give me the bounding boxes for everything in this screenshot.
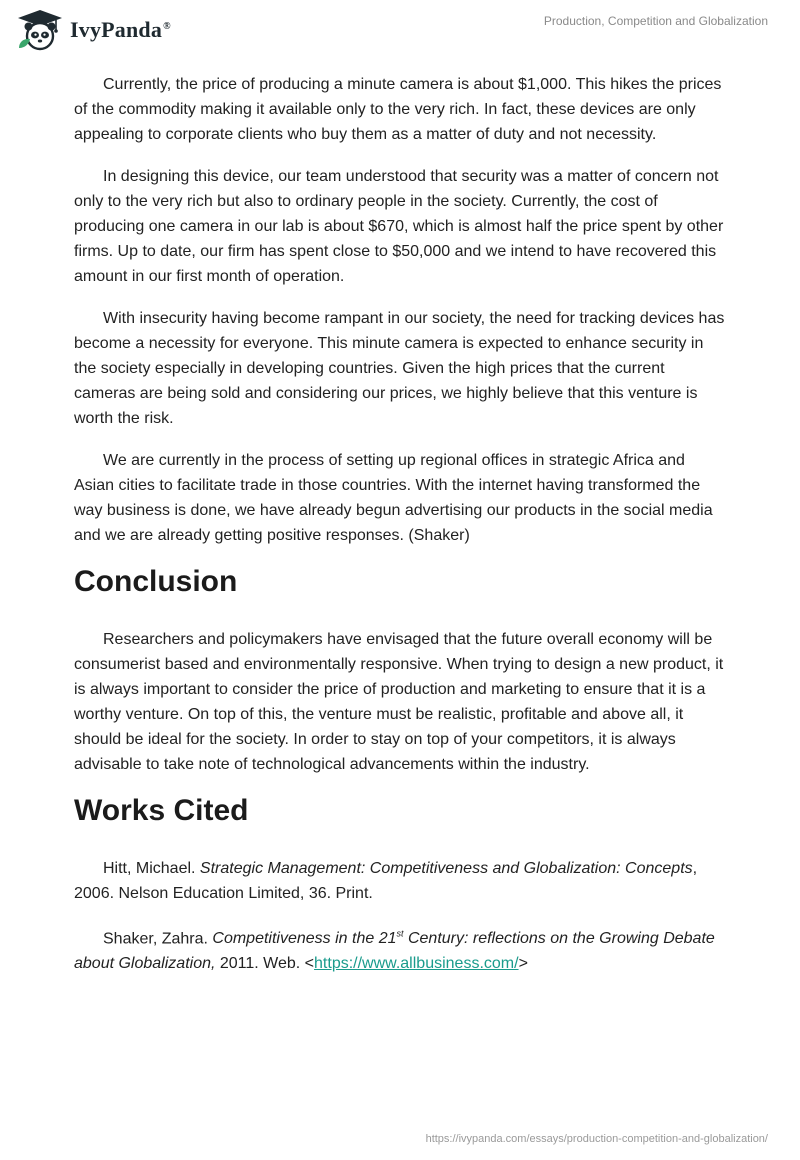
works-cited-heading: Works Cited [74, 794, 249, 827]
citation-details: , 2006. Nelson Education Limited, 36. Print. [74, 860, 698, 902]
registered-mark: ® [163, 20, 171, 32]
citation-title-part: Competitiveness in the 21 [212, 930, 397, 948]
logo-text: IvyPanda [70, 17, 163, 42]
document-title: Production, Competition and Globalization [543, 14, 768, 28]
ordinal-suffix: st [396, 929, 404, 939]
citation-author: Hitt, Michael. [103, 860, 200, 877]
conclusion-heading: Conclusion [74, 565, 238, 598]
body-paragraph: We are currently in the process of setting up regional offices in strategic Africa and Asian cities to facilitate trade in those countries. With the internet having transformed the way business is done, we have already begun advertising our products in the social media and we are already getting positive responses. (Shaker) [74, 452, 713, 544]
page-header [0, 0, 800, 64]
citation-link[interactable]: https://www.allbusiness.com/ [314, 955, 519, 973]
citation-title: Strategic Management: Competitiveness and Globalization: Concepts [199, 860, 693, 877]
panda-graduate-icon [16, 8, 64, 52]
body-paragraph: In designing this device, our team understood that security was a matter of concern not only to the very rich but also to ordinary people in the society. Currently, the cost of producing one camera in our lab is about $670, which is almost half the price spent by other firms. Up to date, our firm has spent close to $50,000 and we intend to have recovered this amount in our first month of operation. [74, 168, 724, 285]
body-paragraph: With insecurity having become rampant in our society, the need for tracking devices has become a necessity for everyone. This minute camera is expected to enhance security in the society especially in developing countries. Given the high prices that the current cameras are being sold and considering our prices, we highly believe that this venture is worth the risk. [74, 310, 725, 427]
citation-entry [74, 922, 728, 976]
ivypanda-logo[interactable] [16, 8, 171, 52]
citation-entry [74, 856, 728, 906]
citation-details: 2011. Web. < [215, 955, 315, 973]
essay-content [74, 72, 728, 992]
body-paragraph: Currently, the price of producing a minute camera is about $1,000. This hikes the prices of the commodity making it available only to the very rich. In fact, these devices are only appealing to corporate clients who buy them as a matter of duty and not necessity. [74, 76, 722, 143]
logo-wordmark [70, 17, 171, 43]
conclusion-paragraph: Researchers and policymakers have envisaged that the future overall economy will be consumerist based and environmentally responsive. When trying to design a new product, it is always important to consider the price of production and marketing to ensure that it is a worthy venture. On top of this, the venture must be realistic, profitable and above all, it should be ideal for the society. In order to stay on top of your competitors, it is always advisable to take note of technological advancements within the industry. [74, 631, 724, 773]
citation-author: Shaker, Zahra. [103, 930, 213, 948]
citation-title-part: Century: reflections on the Growing Debate about Globalization, [74, 930, 715, 973]
footer-url: https://ivypanda.com/essays/production-competition-and-globalization/ [425, 1133, 768, 1145]
citation-close: > [518, 955, 528, 973]
